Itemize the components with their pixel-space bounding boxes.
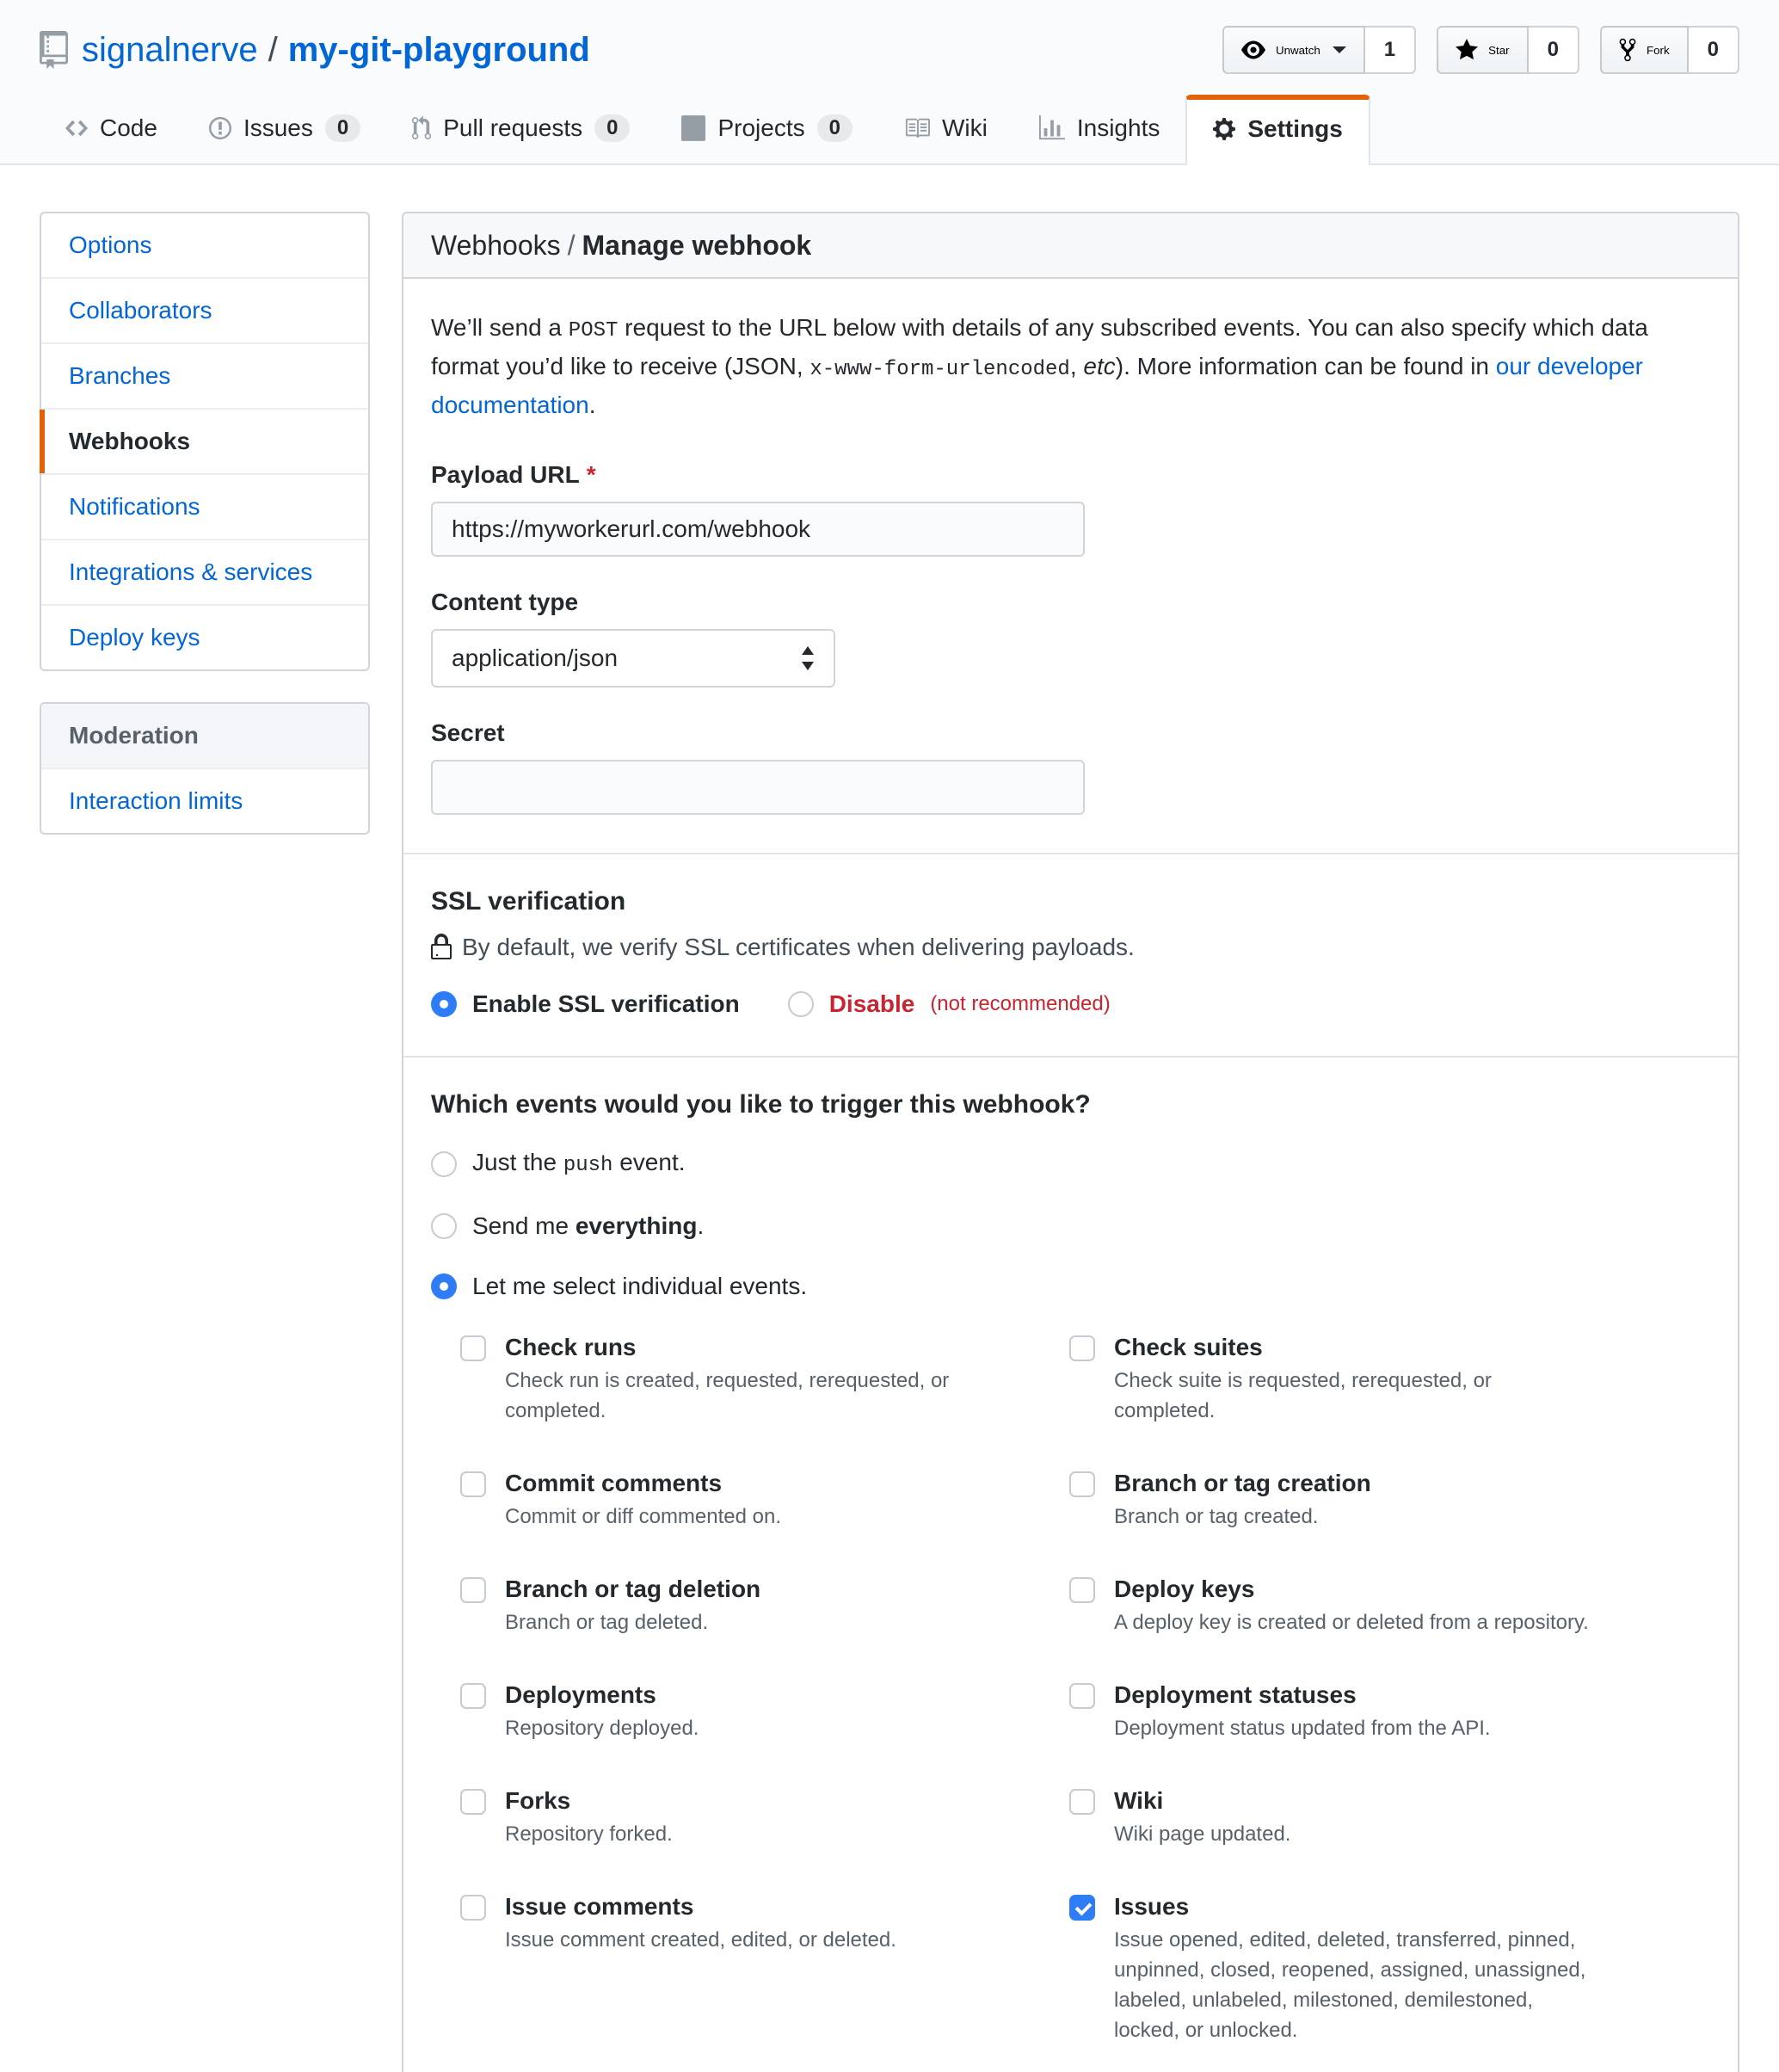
ssl-disable-option [788, 990, 1111, 1018]
everything-radio[interactable] [431, 1213, 457, 1239]
book-icon [904, 115, 930, 141]
wiki-checkbox[interactable] [1069, 1789, 1095, 1815]
event-desc: Wiki page updated. [1114, 1822, 1291, 1846]
payload-url-label-text: Payload URL [431, 461, 580, 488]
tab-code[interactable] [40, 95, 183, 163]
ssl-enable-option [431, 990, 740, 1018]
payload-url-input[interactable] [431, 502, 1085, 557]
tab-wiki[interactable] [878, 95, 1013, 163]
tab-pull-requests-label: Pull requests [443, 114, 583, 141]
event-desc: Check run is created, requested, rerequested, or completed. [505, 1369, 950, 1422]
event-title[interactable]: Deployment statuses [1114, 1681, 1357, 1708]
check-runs-checkbox[interactable] [460, 1335, 486, 1361]
event-deploy-keys [1069, 1571, 1678, 1637]
event-issue-comments [460, 1889, 1069, 1955]
ssl-radio-group [431, 990, 1710, 1018]
event-title[interactable]: Issues [1114, 1893, 1190, 1920]
just-push-text: event. [612, 1149, 686, 1175]
gear-icon [1213, 116, 1235, 142]
repo-icon [40, 31, 68, 69]
event-forks [460, 1783, 1069, 1849]
event-desc: Repository deployed. [505, 1717, 699, 1740]
sidebar-item-branches[interactable]: Branches [41, 344, 368, 410]
unwatch-label: Unwatch [1275, 43, 1320, 57]
event-issues [1069, 1889, 1678, 2045]
select-arrows-icon [801, 646, 815, 670]
breadcrumb-separator: / [567, 230, 576, 261]
issue-comments-checkbox[interactable] [460, 1895, 486, 1921]
intro-text: request to the URL below with details of any subscribed events. You can also specify which data format you’d like to receive (JSON, [431, 314, 1648, 379]
everything-text: . [697, 1212, 705, 1239]
star-group [1437, 26, 1579, 74]
tab-wiki-label: Wiki [941, 114, 988, 141]
event-desc: Issue comment created, edited, or deleted. [505, 1928, 896, 1952]
event-title[interactable]: Branch or tag creation [1114, 1470, 1371, 1496]
sidebar-item-notifications[interactable]: Notifications [41, 475, 368, 540]
project-icon [681, 115, 705, 141]
event-desc: A deploy key is created or deleted from a repository. [1114, 1611, 1589, 1634]
chevron-down-icon [1333, 46, 1346, 53]
everything-label[interactable] [472, 1209, 704, 1243]
secret-label: Secret [431, 719, 505, 746]
lock-icon [431, 934, 452, 961]
webhook-intro [431, 310, 1696, 422]
event-deployments [460, 1677, 1069, 1743]
settings-sidebar [40, 212, 370, 835]
event-title[interactable]: Check runs [505, 1334, 637, 1360]
intro-text: , [1069, 353, 1084, 379]
event-branch-tag-deletion [460, 1571, 1069, 1637]
breadcrumb-current: Manage webhook [582, 230, 812, 261]
sidebar-item-webhooks[interactable]: Webhooks [41, 410, 368, 475]
intro-text: We’ll send a [431, 314, 569, 341]
forks-checkbox[interactable] [460, 1789, 486, 1815]
individual-events-label[interactable]: Let me select individual events. [472, 1273, 808, 1299]
event-desc: Branch or tag deleted. [505, 1611, 709, 1634]
intro-code-post: POST [568, 319, 619, 342]
content-type-select[interactable] [431, 629, 835, 688]
repo-nav [0, 95, 1779, 165]
events-column-right [1069, 1329, 1678, 2072]
star-label: Star [1488, 43, 1510, 57]
fork-group [1600, 26, 1739, 74]
event-title[interactable]: Issue comments [505, 1893, 694, 1920]
just-push-text: Just the [472, 1149, 563, 1175]
event-desc: Branch or tag created. [1114, 1505, 1319, 1528]
ssl-disable-note: (not recommended) [930, 992, 1111, 1015]
secret-input[interactable] [431, 760, 1085, 815]
tab-settings-label: Settings [1247, 115, 1343, 142]
issue-opened-icon [209, 115, 231, 141]
event-wiki [1069, 1783, 1678, 1849]
unwatch-button[interactable] [1222, 26, 1365, 74]
check-suites-checkbox[interactable] [1069, 1335, 1095, 1361]
ssl-note [431, 934, 1710, 961]
event-title[interactable]: Deploy keys [1114, 1576, 1255, 1602]
moderation-menu [40, 702, 370, 835]
forks-count[interactable]: 0 [1689, 26, 1739, 74]
commit-comments-checkbox[interactable] [460, 1471, 486, 1497]
just-push-radio[interactable] [431, 1151, 457, 1177]
page-header [0, 0, 1779, 165]
individual-events-radio[interactable] [431, 1273, 457, 1299]
sidebar-item-deploy-keys[interactable]: Deploy keys [69, 624, 200, 651]
webhook-panel [402, 212, 1739, 2072]
event-title[interactable]: Commit comments [505, 1470, 723, 1496]
pulls-count-badge: 0 [594, 114, 630, 142]
settings-menu [40, 212, 370, 671]
tab-pull-requests[interactable] [386, 95, 656, 163]
tab-code-label: Code [100, 114, 157, 141]
deployments-checkbox[interactable] [460, 1683, 486, 1709]
eye-icon [1241, 38, 1265, 62]
content-type-group [431, 588, 1710, 688]
ssl-enable-label[interactable]: Enable SSL verification [472, 990, 740, 1017]
star-button[interactable] [1437, 26, 1528, 74]
just-push-label[interactable] [472, 1145, 686, 1183]
payload-url-label [431, 460, 1710, 490]
deploy-keys-checkbox[interactable] [1069, 1577, 1095, 1603]
event-commit-comments [460, 1465, 1069, 1532]
ssl-enable-radio[interactable] [431, 991, 457, 1017]
sidebar-item-options[interactable]: Options [41, 213, 368, 279]
ssl-section [403, 854, 1738, 1058]
event-title[interactable]: Check suites [1114, 1334, 1263, 1360]
settings-page [40, 165, 1739, 2072]
developer-docs-link[interactable]: our developer documentation [431, 353, 1643, 418]
sidebar-item-collaborators[interactable]: Collaborators [41, 279, 368, 344]
event-title[interactable]: Deployments [505, 1681, 656, 1708]
projects-count-badge: 0 [817, 114, 853, 142]
everything-bold: everything [575, 1212, 698, 1239]
tab-insights-label: Insights [1076, 114, 1160, 141]
fork-icon [1619, 37, 1636, 63]
events-column-left [460, 1329, 1069, 2072]
stargazers-count[interactable]: 0 [1529, 26, 1579, 74]
event-option-everything [431, 1209, 1710, 1243]
event-desc: Repository forked. [505, 1822, 673, 1846]
event-desc: Commit or diff commented on. [505, 1505, 782, 1528]
breadcrumb-webhooks-link[interactable]: Webhooks [431, 230, 561, 261]
watchers-count[interactable]: 1 [1365, 26, 1416, 74]
tab-issues[interactable] [183, 95, 386, 163]
event-title[interactable]: Forks [505, 1787, 571, 1814]
graph-icon [1039, 115, 1065, 141]
sidebar-item-integrations-services[interactable]: Integrations & services [41, 540, 368, 606]
intro-code-urlencoded: x-www-form-urlencoded [809, 358, 1070, 381]
event-desc: Check suite is requested, rerequested, or completed. [1114, 1369, 1492, 1422]
issues-checkbox[interactable] [1069, 1895, 1095, 1921]
branch-tag-creation-checkbox[interactable] [1069, 1471, 1095, 1497]
required-asterisk: * [586, 461, 596, 488]
fork-button[interactable] [1600, 26, 1689, 74]
watch-group [1222, 26, 1416, 74]
sidebar-item-interaction-limits[interactable]: Interaction limits [69, 787, 243, 814]
breadcrumb [403, 213, 1738, 279]
deployment-statuses-checkbox[interactable] [1069, 1683, 1095, 1709]
content-type-label: Content type [431, 589, 579, 615]
code-icon [65, 115, 88, 141]
intro-text: ). More information can be found in [1115, 353, 1496, 379]
fork-label: Fork [1646, 43, 1670, 57]
event-desc: Deployment status updated from the API. [1114, 1717, 1491, 1740]
tab-projects-label: Projects [717, 114, 805, 141]
secret-group [431, 718, 1710, 815]
event-deployment-statuses [1069, 1677, 1678, 1743]
tab-projects[interactable] [656, 95, 878, 163]
git-pull-request-icon [412, 115, 431, 141]
event-check-runs [460, 1329, 1069, 1426]
tab-issues-label: Issues [243, 114, 313, 141]
event-desc: Issue opened, edited, deleted, transferred, pinned, unpinned, closed, reopened, assigned, unassigned, labeled, unlabeled, milestoned, demilestoned, locked, or unlocked. [1114, 1928, 1586, 2042]
ssl-heading: SSL verification [431, 887, 626, 916]
ssl-disable-radio[interactable] [788, 991, 814, 1017]
events-grid [431, 1329, 1710, 2072]
events-heading: Which events would you like to trigger this webhook? [431, 1090, 1091, 1119]
repo-actions [1222, 26, 1739, 74]
intro-text: . [588, 392, 596, 418]
moderation-heading: Moderation [41, 704, 368, 769]
repo-name-link[interactable]: my-git-playground [287, 30, 590, 69]
repo-owner-link[interactable]: signalnerve [82, 30, 258, 69]
ssl-note-text: By default, we verify SSL certificates when delivering payloads. [462, 934, 1135, 960]
repo-title-separator: / [268, 30, 278, 69]
event-option-just-push [431, 1145, 1710, 1183]
everything-text: Send me [472, 1212, 576, 1239]
event-option-individual [431, 1269, 1710, 1304]
payload-url-group [431, 460, 1710, 557]
webhook-form-section [403, 279, 1738, 854]
star-icon [1456, 37, 1478, 63]
event-title[interactable]: Branch or tag deletion [505, 1576, 761, 1602]
event-branch-tag-creation [1069, 1465, 1678, 1532]
event-check-suites [1069, 1329, 1678, 1426]
tab-settings[interactable] [1185, 95, 1370, 165]
tab-insights[interactable] [1013, 95, 1186, 163]
intro-etc: etc [1083, 353, 1116, 379]
push-code: push [563, 1154, 613, 1177]
ssl-disable-label[interactable]: Disable [828, 990, 915, 1017]
event-title[interactable]: Wiki [1114, 1787, 1164, 1814]
content-type-value: application/json [452, 644, 619, 671]
events-section [403, 1058, 1738, 2072]
issues-count-badge: 0 [325, 114, 360, 142]
branch-tag-deletion-checkbox[interactable] [460, 1577, 486, 1603]
repo-title [82, 31, 590, 70]
repo-header [40, 26, 1739, 74]
